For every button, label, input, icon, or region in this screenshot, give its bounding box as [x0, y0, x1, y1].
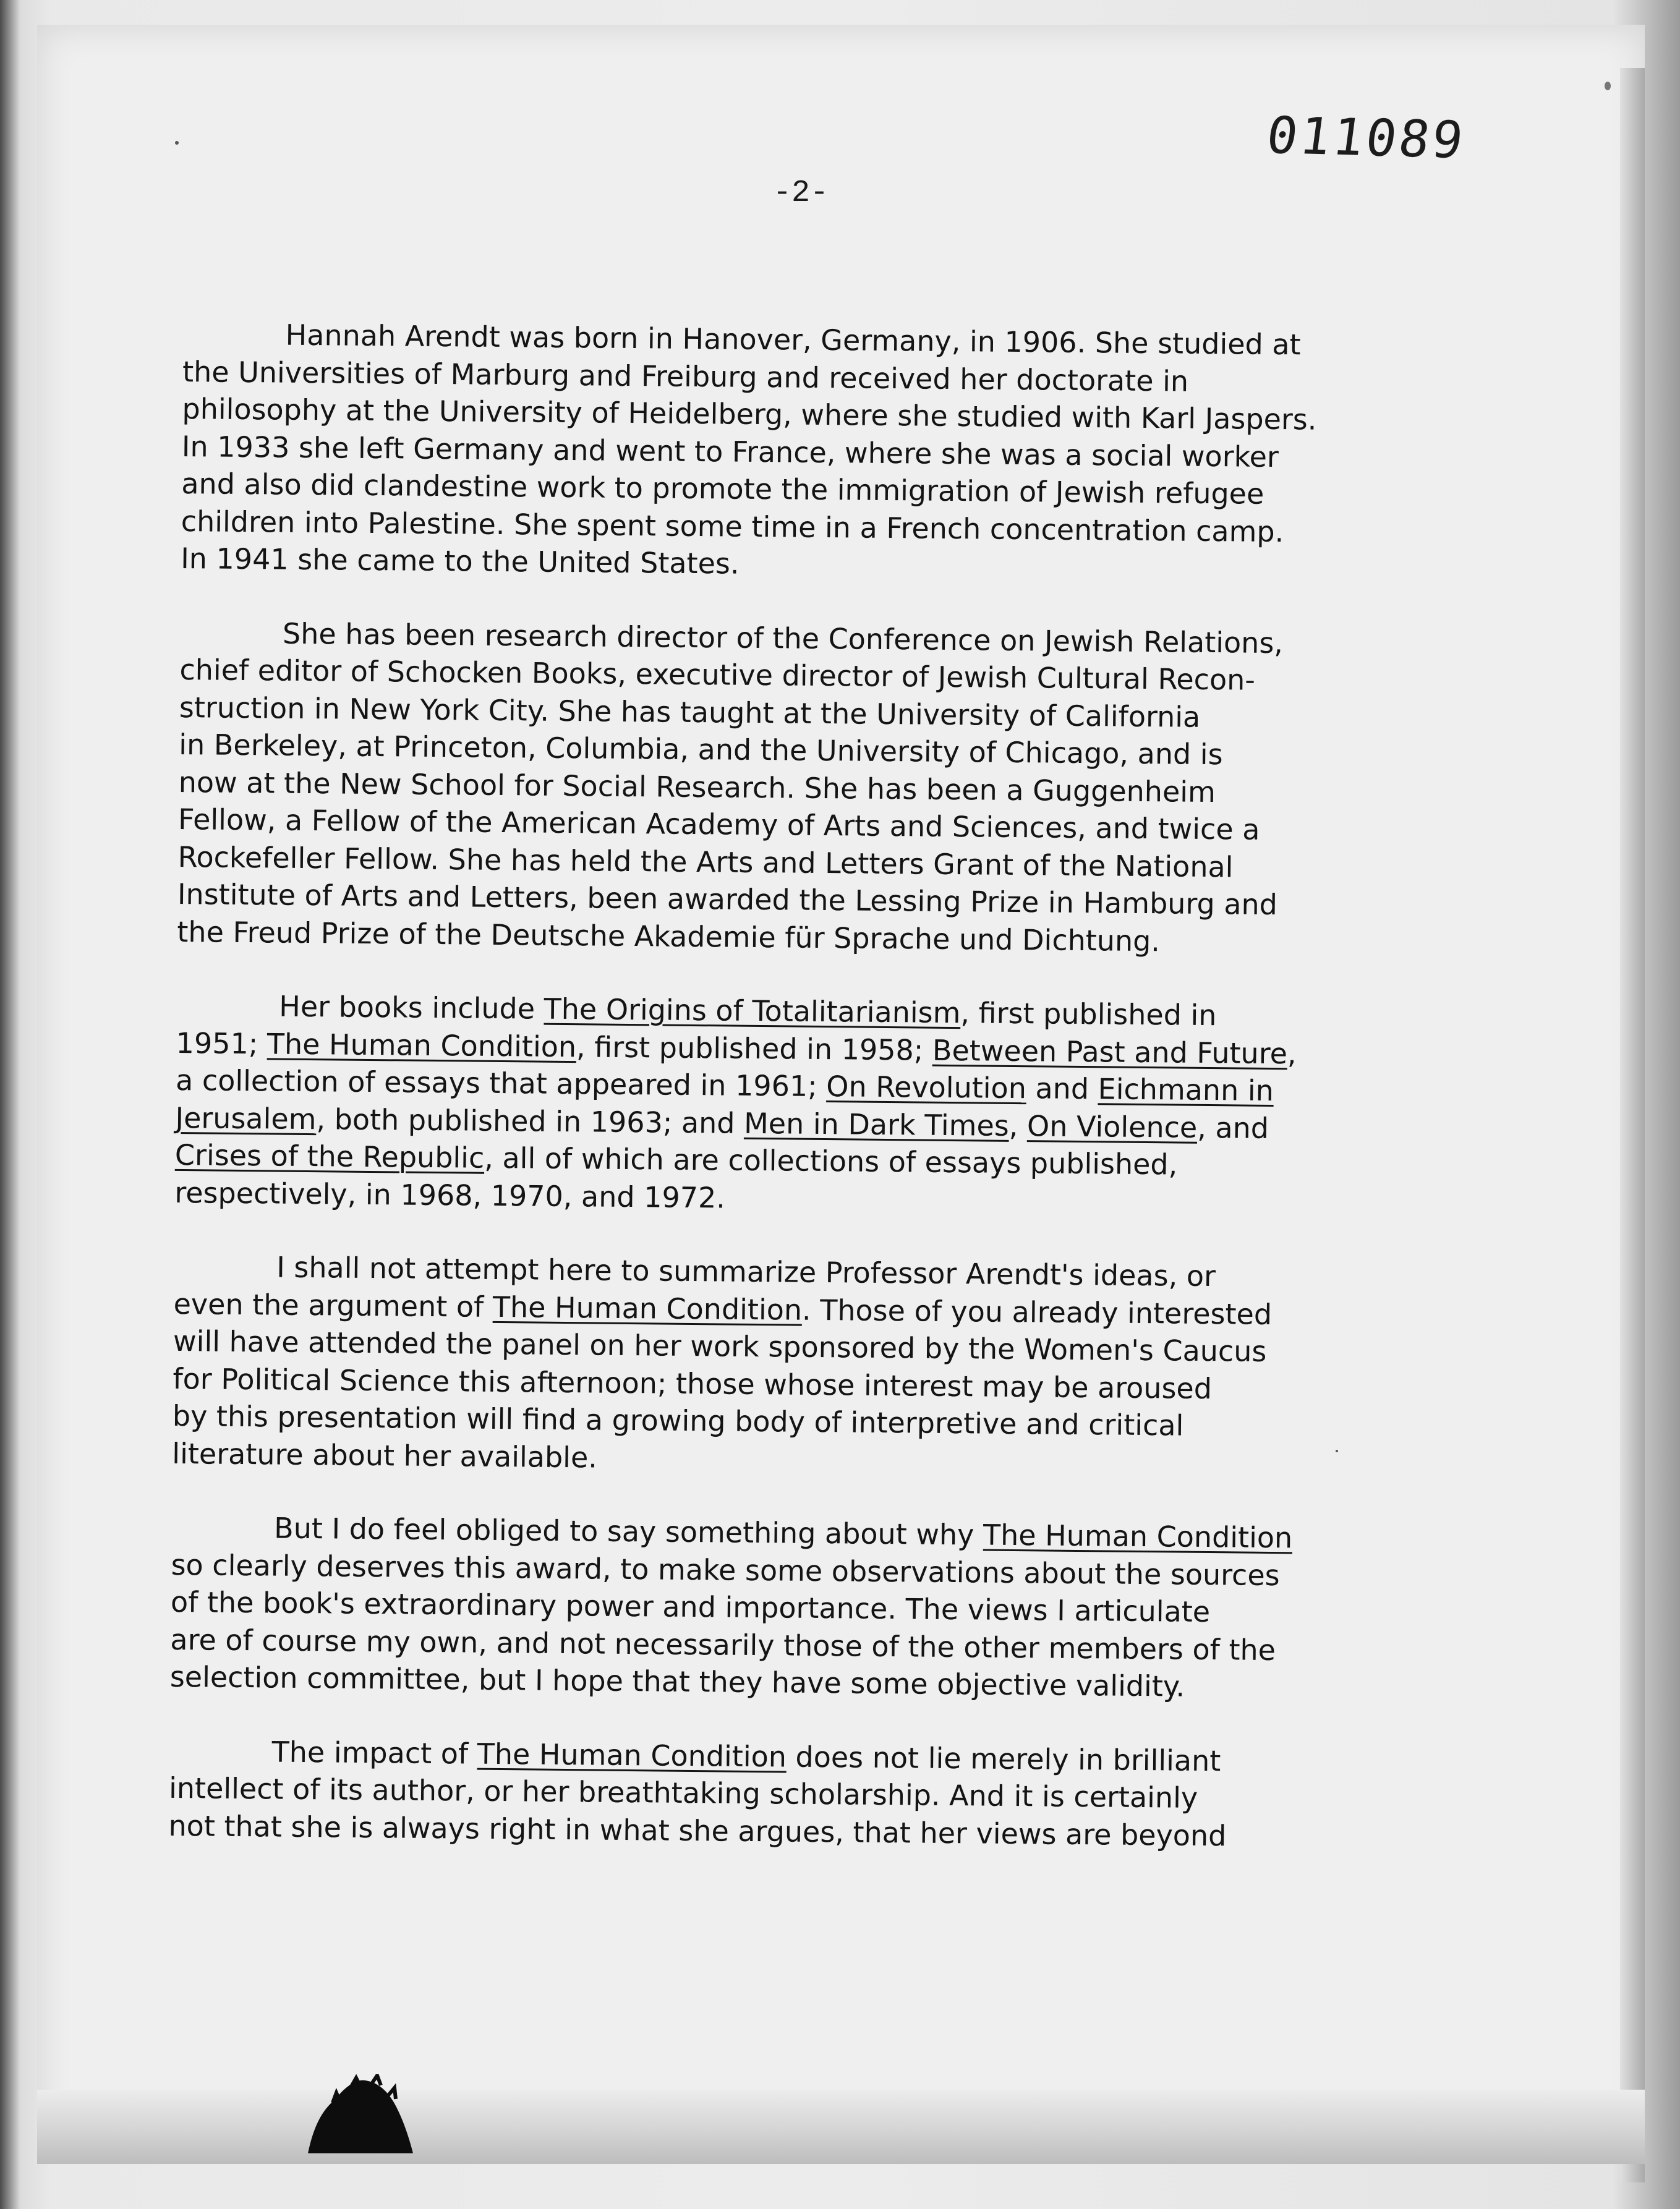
book-title: On Revolution	[826, 1070, 1027, 1105]
text-run: selection committee, but I hope that they have some objective validity.	[169, 1659, 1185, 1703]
ink-blot	[308, 2074, 413, 2155]
text-run: , and	[1196, 1110, 1269, 1145]
book-title: Eichmann in	[1098, 1072, 1274, 1107]
text-run: Hannah Arendt was born in Hanover, Germany, in 1906. She studied at	[285, 318, 1301, 362]
text-run: and also did clandestine work to promote the immigration of Jewish refugee	[181, 466, 1264, 511]
paragraph	[170, 1509, 1433, 1708]
archive-stamp-number: 011089	[1263, 106, 1469, 171]
text-run: not that she is always right in what she argues, that her views are beyond	[168, 1808, 1227, 1852]
text-run: are of course my own, and not necessarily those of the other members of the	[170, 1622, 1276, 1667]
dust-speck	[175, 141, 179, 145]
text-run: ,	[1287, 1036, 1297, 1070]
book-title: The Human Condition	[477, 1737, 787, 1773]
page-bottom-shadow	[37, 2090, 1645, 2164]
text-run: children into Palestine. She spent some time in a French concentration camp.	[181, 504, 1284, 548]
text-run: I shall not attempt here to summarize Professor Arendt's ideas, or	[276, 1250, 1216, 1293]
text-run: The impact of	[271, 1734, 478, 1771]
paragraph	[168, 1732, 1431, 1856]
text-run: in Berkeley, at Princeton, Columbia, and the University of Chicago, and is	[179, 727, 1223, 772]
book-title: Men in Dark Times	[743, 1106, 1010, 1143]
book-title: The Human Condition	[983, 1518, 1293, 1555]
text-run: Her books include	[279, 989, 544, 1026]
book-title: Jerusalem	[175, 1100, 317, 1136]
paragraph	[177, 613, 1441, 962]
book-title: The Human Condition	[266, 1026, 577, 1063]
text-run: of the book's extraordinary power and importance. The views I articulate	[170, 1585, 1211, 1629]
text-run: by this presentation will find a growing body of interpretive and critical	[172, 1398, 1184, 1442]
text-run: literature about her available.	[172, 1436, 598, 1475]
text-run: philosophy at the University of Heidelberg, where she studied with Karl Jaspers.	[182, 391, 1317, 436]
dust-speck	[1605, 82, 1611, 90]
text-run: does not lie merely in brilliant	[786, 1739, 1221, 1777]
document-body	[168, 315, 1444, 1892]
page-number: -2-	[773, 176, 829, 211]
dust-speck	[1336, 1450, 1338, 1452]
text-run: But I do feel obliged to say something about why	[273, 1511, 984, 1552]
text-run: , first published in	[960, 996, 1217, 1032]
text-run: Institute of Arts and Letters, been awarded the Lessing Prize in Hamburg and	[177, 877, 1278, 922]
text-run: 1951;	[176, 1026, 268, 1060]
book-title: Crises of the Republic	[174, 1138, 485, 1175]
text-run: a collection of essays that appeared in 1961;	[175, 1063, 827, 1104]
text-run: the Freud Prize of the Deutsche Akademie für Sprache und Dichtung.	[177, 914, 1161, 958]
text-run: now at the New School for Social Research. She has been a Guggenheim	[178, 765, 1216, 809]
text-run: intellect of its author, or her breathtaking scholarship. And it is certainly	[168, 1771, 1198, 1815]
page-edge-shadow	[1620, 68, 1645, 2182]
book-title: The Human Condition	[492, 1290, 803, 1327]
text-run: In 1941 she came to the United States.	[180, 541, 740, 581]
paragraph	[174, 987, 1438, 1224]
text-run: will have attended the panel on her work sponsored by the Women's Caucus	[173, 1324, 1267, 1368]
text-run: the Universities of Marburg and Freiburg and received her doctorate in	[182, 354, 1189, 398]
text-run: . Those of you already interested	[801, 1293, 1273, 1331]
book-title: On Violence	[1026, 1109, 1198, 1144]
text-run: Fellow, a Fellow of the American Academy of Arts and Sciences, and twice a	[177, 802, 1260, 846]
text-run: , first published in 1958;	[576, 1029, 933, 1067]
text-run: respectively, in 1968, 1970, and 1972.	[174, 1175, 726, 1214]
text-run: so clearly deserves this award, to make some observations about the sources	[171, 1547, 1280, 1592]
text-run: even the argument of	[173, 1287, 493, 1324]
text-run: Rockefeller Fellow. She has held the Arts and Letters Grant of the National	[177, 840, 1234, 883]
text-run: and	[1026, 1071, 1098, 1106]
book-title: The Origins of Totalitarianism	[544, 992, 961, 1030]
text-run: , all of which are collections of essays published,	[484, 1141, 1178, 1181]
text-run: ,	[1008, 1109, 1028, 1143]
text-run: for Political Science this afternoon; those whose interest may be aroused	[173, 1361, 1213, 1405]
text-run: struction in New York City. She has taught at the University of California	[179, 690, 1201, 734]
text-run: chief editor of Schocken Books, executive director of Jewish Cultural Recon-	[179, 652, 1256, 697]
text-run: She has been research director of the Conference on Jewish Relations,	[282, 616, 1284, 660]
text-run: In 1933 she left Germany and went to France, where she was a social worker	[181, 429, 1279, 474]
paragraph	[181, 315, 1444, 589]
book-title: Between Past and Future	[932, 1033, 1288, 1070]
paragraph	[172, 1248, 1435, 1484]
text-run: , both published in 1963; and	[316, 1102, 744, 1140]
